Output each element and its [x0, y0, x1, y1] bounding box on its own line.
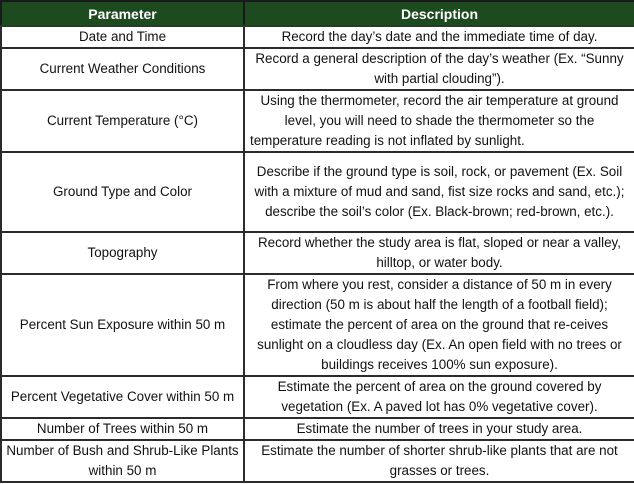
table-row: [1, 418, 634, 440]
parameter-cell: Current Temperature (°C): [1, 90, 244, 152]
table-row: [1, 90, 634, 152]
description-cell: From where you rest, consider a distance of 50 m in every direction (50 m is about half the length of a football field); estimate the percent of area on the ground that re-ceives sunlight on a cloudless day (Ex. An open field with no trees or buildings receives 100% sun exposure).: [244, 274, 634, 376]
parameter-cell: Number of Bush and Shrub-Like Plants within 50 m: [1, 440, 244, 482]
description-cell: Estimate the percent of area on the ground covered by vegetation (Ex. A paved lot has 0% vegetative cover).: [244, 376, 634, 418]
table-row: [1, 26, 634, 48]
description-cell: Using the thermometer, record the air temperature at ground level, you will need to shade the thermometer so the temperature reading is not inflated by sunlight.: [244, 90, 634, 152]
description-cell: Record whether the study area is flat, sloped or near a valley, hilltop, or water body.: [244, 232, 634, 274]
parameter-cell: Percent Sun Exposure within 50 m: [1, 274, 244, 376]
description-cell: Estimate the number of trees in your study area.: [244, 418, 634, 440]
description-cell: Describe if the ground type is soil, rock, or pavement (Ex. Soil with a mixture of mud and sand, fist size rocks and sand, etc.); describe the soil’s color (Ex. Black-brown; red-brown, etc.).: [244, 152, 634, 232]
description-cell: Estimate the number of shorter shrub-like plants that are not grasses or trees.: [244, 440, 634, 482]
table-row: [1, 48, 634, 90]
header-row: [1, 1, 634, 26]
table-row: [1, 232, 634, 274]
parameter-cell: Date and Time: [1, 26, 244, 48]
column-header-description: Description: [244, 1, 634, 26]
description-cell: Record the day’s date and the immediate time of day.: [244, 26, 634, 48]
parameter-cell: Ground Type and Color: [1, 152, 244, 232]
table-row: [1, 152, 634, 232]
parameter-cell: Current Weather Conditions: [1, 48, 244, 90]
description-cell: Record a general description of the day’s weather (Ex. “Sunny with partial clouding”).: [244, 48, 634, 90]
parameter-cell: Number of Trees within 50 m: [1, 418, 244, 440]
table-row: [1, 274, 634, 376]
table-row: [1, 440, 634, 482]
parameter-cell: Percent Vegetative Cover within 50 m: [1, 376, 244, 418]
table-row: [1, 376, 634, 418]
parameter-cell: Topography: [1, 232, 244, 274]
column-header-parameter: Parameter: [1, 1, 244, 26]
